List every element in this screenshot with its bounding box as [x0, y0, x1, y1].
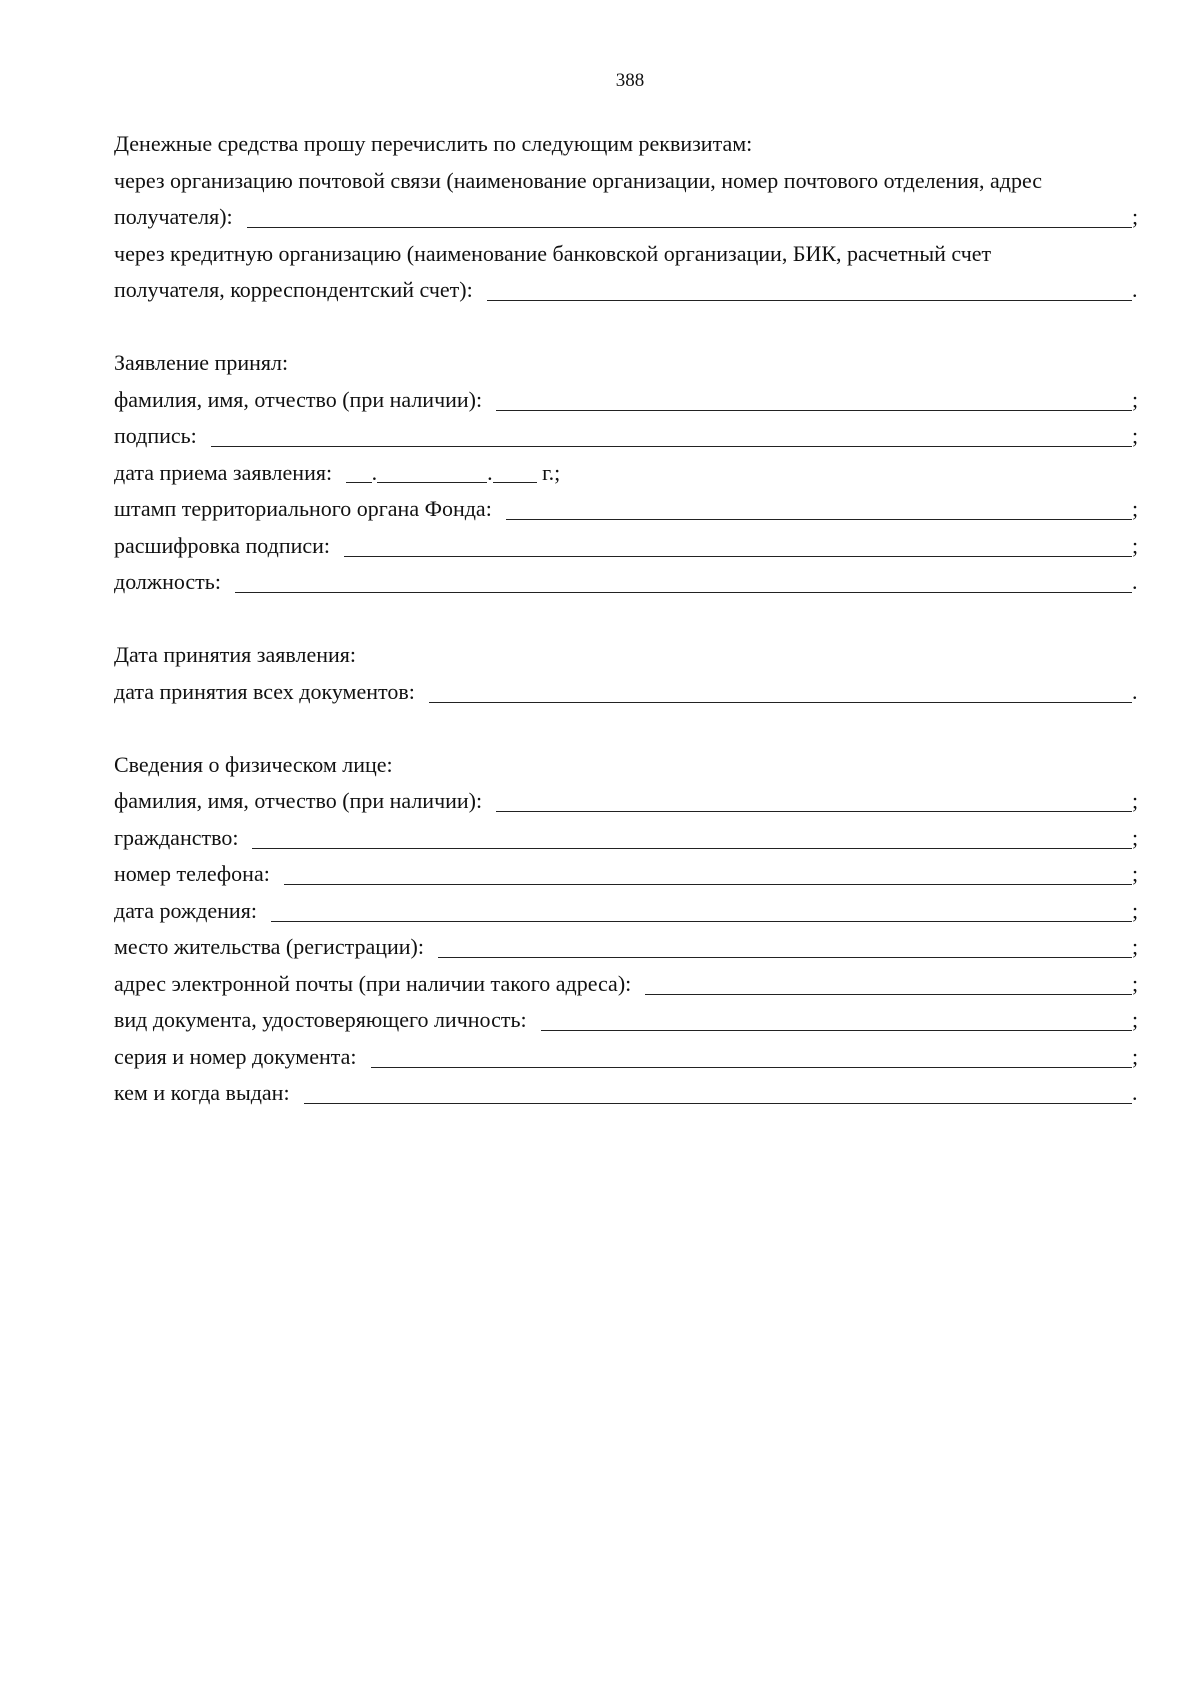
- credit-recipient-label: получателя, корреспондентский счет):: [114, 277, 473, 302]
- page-number: 388: [615, 70, 645, 91]
- issued-by-field[interactable]: [114, 1075, 1140, 1112]
- signature-decode-label: расшифровка подписи:: [114, 532, 331, 558]
- postal-recipient-label: получателя):: [114, 204, 233, 229]
- position-blank[interactable]: [235, 570, 1132, 593]
- email-blank[interactable]: [645, 972, 1132, 995]
- stamp-label: штамп территориального органа Фонда:: [114, 496, 492, 521]
- phone-label: номер телефона:: [114, 861, 270, 886]
- signature-decode-blank[interactable]: [344, 534, 1132, 557]
- postal-description: через организацию почтовой связи (наименование организации, номер почтового отделения, адрес: [114, 167, 1043, 193]
- document-number-label: серия и номер документа:: [114, 1043, 357, 1069]
- issued-by-blank[interactable]: [304, 1081, 1132, 1104]
- field-terminator: ;: [1132, 532, 1139, 558]
- document-number-blank[interactable]: [371, 1045, 1132, 1068]
- application-form: [114, 126, 1140, 1112]
- field-terminator: ;: [1132, 897, 1139, 923]
- credit-recipient-field[interactable]: [114, 272, 1140, 309]
- all-docs-date-field[interactable]: [114, 674, 1140, 711]
- receipt-date-field[interactable]: [114, 455, 1140, 492]
- field-terminator: ;: [1132, 423, 1139, 448]
- position-label: должность:: [114, 569, 221, 594]
- accepted-fio-label: фамилия, имя, отчество (при наличии):: [114, 386, 483, 412]
- person-fio-blank[interactable]: [496, 789, 1132, 812]
- field-terminator: ;: [1132, 1043, 1139, 1069]
- signature-blank[interactable]: [211, 424, 1132, 447]
- field-terminator: ;: [1132, 970, 1139, 996]
- field-terminator: .: [1132, 1080, 1138, 1105]
- id-document-type-field[interactable]: [114, 1002, 1140, 1039]
- birth-date-label: дата рождения:: [114, 897, 257, 923]
- stamp-field[interactable]: [114, 491, 1140, 528]
- field-terminator: ;: [1132, 861, 1139, 886]
- person-fio-label: фамилия, имя, отчество (при наличии):: [114, 788, 483, 813]
- field-terminator: ;: [1132, 788, 1139, 813]
- field-terminator: ;: [1132, 496, 1139, 521]
- year-suffix: г.;: [542, 459, 561, 485]
- receipt-year-blank[interactable]: [493, 462, 537, 483]
- receipt-month-blank[interactable]: [377, 462, 487, 483]
- stamp-blank[interactable]: [506, 497, 1132, 520]
- acceptance-date-heading: Дата принятия заявления:: [114, 642, 356, 667]
- credit-recipient-blank[interactable]: [487, 278, 1132, 301]
- id-document-type-blank[interactable]: [541, 1008, 1132, 1031]
- accepted-fio-blank[interactable]: [496, 388, 1132, 411]
- birth-date-field[interactable]: [114, 893, 1140, 930]
- field-terminator: ;: [1132, 934, 1139, 959]
- signature-label: подпись:: [114, 423, 197, 448]
- field-terminator: ;: [1132, 824, 1139, 850]
- field-terminator: .: [1132, 569, 1138, 594]
- all-docs-date-blank[interactable]: [429, 680, 1132, 703]
- residence-blank[interactable]: [438, 935, 1132, 958]
- id-document-type-label: вид документа, удостоверяющего личность:: [114, 1007, 527, 1032]
- date-separator: .: [487, 459, 493, 485]
- receipt-date-label: дата приема заявления:: [114, 459, 333, 485]
- document-number-field[interactable]: [114, 1039, 1140, 1076]
- accepted-fio-field[interactable]: [114, 382, 1140, 419]
- email-label: адрес электронной почты (при наличии такого адреса):: [114, 970, 632, 996]
- signature-field[interactable]: [114, 418, 1140, 455]
- signature-decode-field[interactable]: [114, 528, 1140, 565]
- issued-by-label: кем и когда выдан:: [114, 1080, 290, 1105]
- email-field[interactable]: [114, 966, 1140, 1003]
- credit-description: через кредитную организацию (наименование банковской организации, БИК, расчетный счет: [114, 240, 992, 266]
- date-separator: .: [371, 459, 378, 485]
- field-terminator: ;: [1132, 386, 1139, 412]
- phone-field[interactable]: [114, 856, 1140, 893]
- residence-label: место жительства (регистрации):: [114, 934, 424, 959]
- citizenship-field[interactable]: [114, 820, 1140, 857]
- birth-date-blank[interactable]: [271, 899, 1132, 922]
- postal-recipient-field[interactable]: [114, 199, 1140, 236]
- receipt-day-blank[interactable]: [346, 462, 372, 483]
- payment-heading: Денежные средства прошу перечислить по следующим реквизитам:: [114, 131, 753, 156]
- phone-blank[interactable]: [284, 862, 1132, 885]
- postal-recipient-blank[interactable]: [247, 205, 1132, 228]
- residence-field[interactable]: [114, 929, 1140, 966]
- field-terminator: ;: [1132, 204, 1139, 229]
- position-field[interactable]: [114, 564, 1140, 601]
- person-fio-field[interactable]: [114, 783, 1140, 820]
- citizenship-blank[interactable]: [252, 826, 1132, 849]
- field-terminator: .: [1132, 678, 1138, 704]
- field-terminator: ;: [1132, 1007, 1139, 1032]
- accepted-heading: Заявление принял:: [114, 350, 289, 375]
- person-heading: Сведения о физическом лице:: [114, 751, 393, 777]
- citizenship-label: гражданство:: [114, 824, 239, 850]
- field-terminator: .: [1132, 277, 1138, 302]
- all-docs-date-label: дата принятия всех документов:: [114, 678, 415, 704]
